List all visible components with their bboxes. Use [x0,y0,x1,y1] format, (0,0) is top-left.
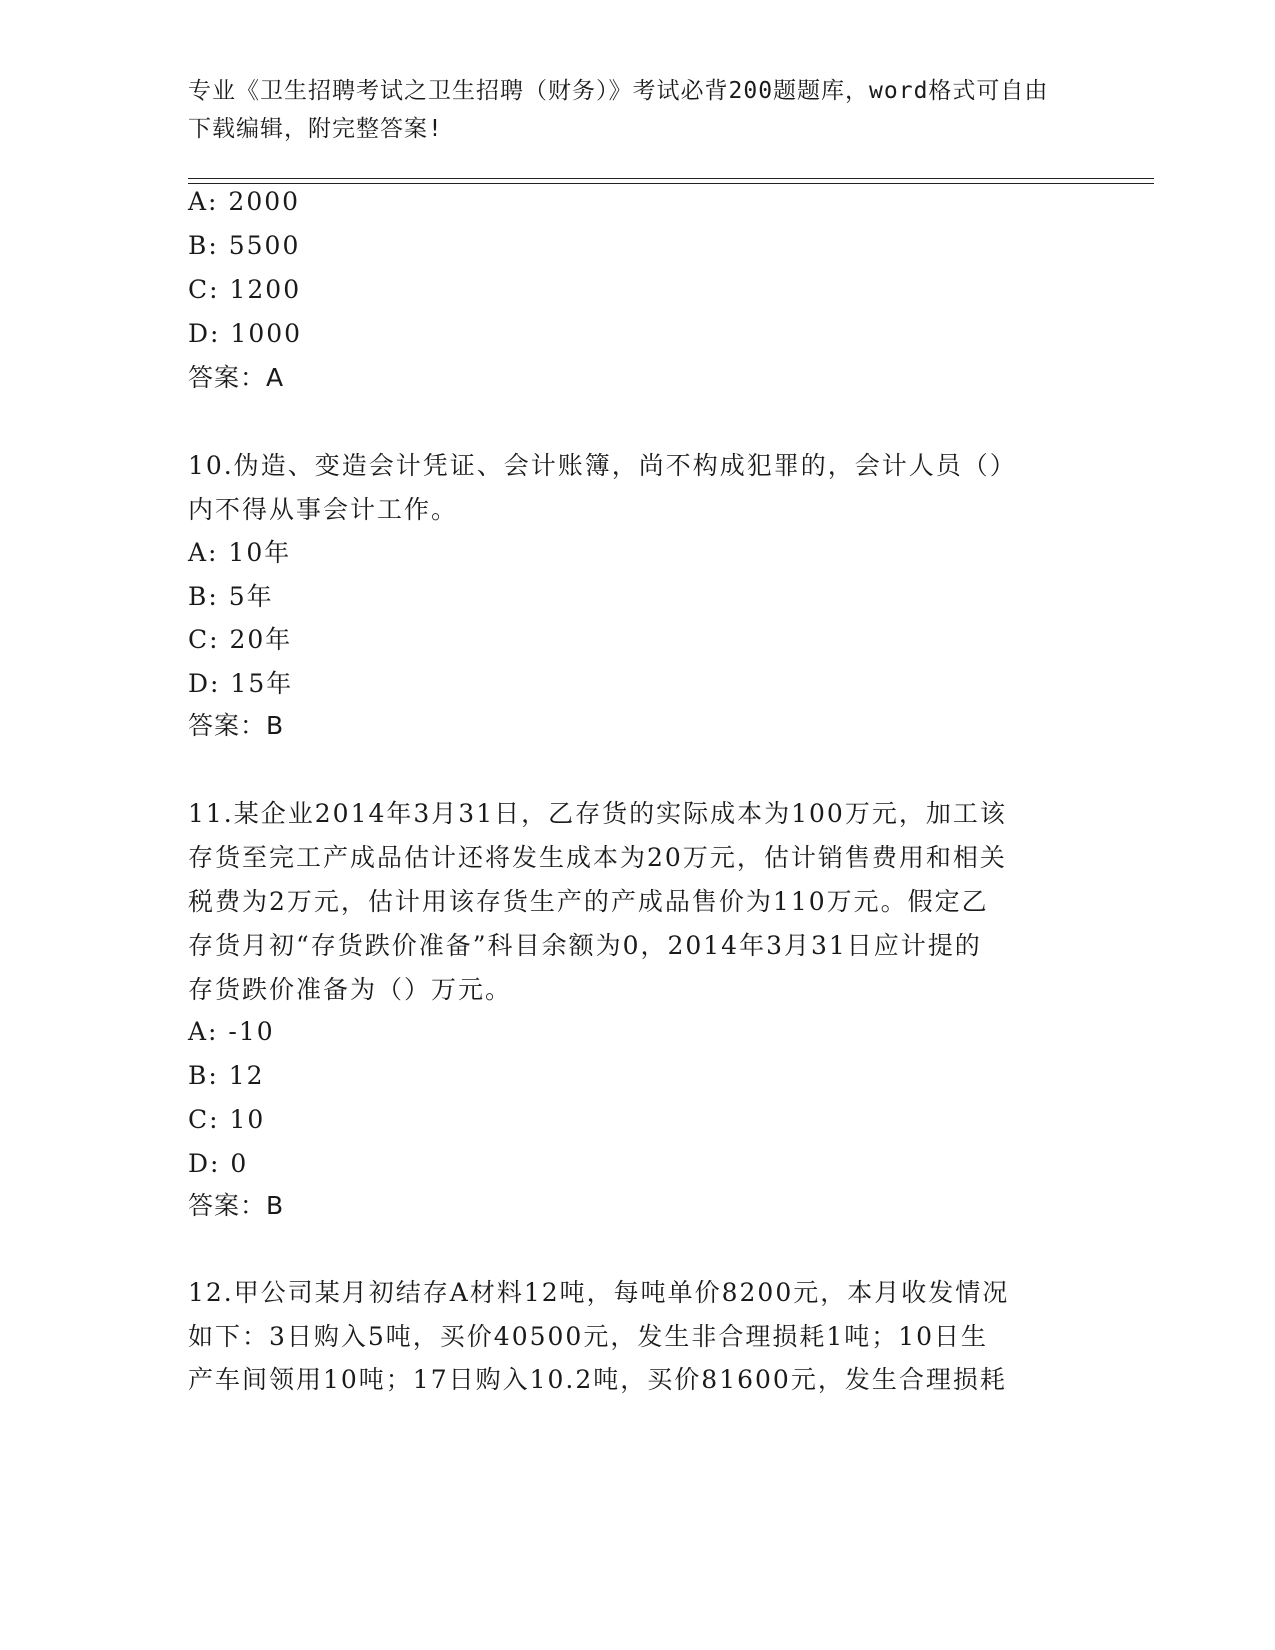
q9-answer: 答案：A [188,363,285,392]
q11-option-b: B: 12 [188,1061,265,1090]
q12-stem-line-3: 产车间领用10吨；17日购入10.2吨，买价81600元，发生合理损耗 [188,1365,1007,1394]
q11-stem-line-4: 存货月初“存货跌价准备”科目余额为0，2014年3月31日应计提的 [188,931,982,960]
q11-stem-line-2: 存货至完工产成品估计还将发生成本为20万元，估计销售费用和相关 [188,843,1007,872]
q9-option-a: A: 2000 [188,187,301,216]
q9-option-d: D: 1000 [188,319,303,348]
q10-option-c: C: 20年 [188,625,293,654]
q12-stem-line-1: 12.甲公司某月初结存A材料12吨，每吨单价8200元，本月收发情况 [188,1278,1010,1307]
q10-option-b: B: 5年 [188,582,274,611]
q11-answer: 答案：B [188,1191,285,1220]
q10-answer: 答案：B [188,711,285,740]
header-divider-top [188,178,1154,179]
q11-option-a: A: -10 [188,1017,275,1046]
q11-stem-line-3: 税费为2万元，估计用该存货生产的产成品售价为110万元。假定乙 [188,887,989,916]
q10-stem-line-2: 内不得从事会计工作。 [188,495,459,524]
q11-stem-line-5: 存货跌价准备为（）万元。 [188,975,513,1004]
q11-option-d: D: 0 [188,1149,249,1178]
document-header-title: 专业《卫生招聘考试之卫生招聘（财务）》考试必背200题题库，word格式可自由下载编辑，附完整答案! [188,78,1049,142]
q10-option-d: D: 15年 [188,669,294,698]
header-divider-bottom [188,183,1154,184]
q10-stem-line-1: 10.伪造、变造会计凭证、会计账簿，尚不构成犯罪的，会计人员（） [188,451,1017,480]
q11-option-c: C: 10 [188,1105,266,1134]
q12-stem-line-2: 如下：3日购入5吨，买价40500元，发生非合理损耗1吨；10日生 [188,1322,989,1351]
q11-stem-line-1: 11.某企业2014年3月31日，乙存货的实际成本为100万元，加工该 [188,799,1007,828]
q10-option-a: A: 10年 [188,538,292,567]
q9-option-c: C: 1200 [188,275,302,304]
q9-option-b: B: 5500 [188,231,301,260]
